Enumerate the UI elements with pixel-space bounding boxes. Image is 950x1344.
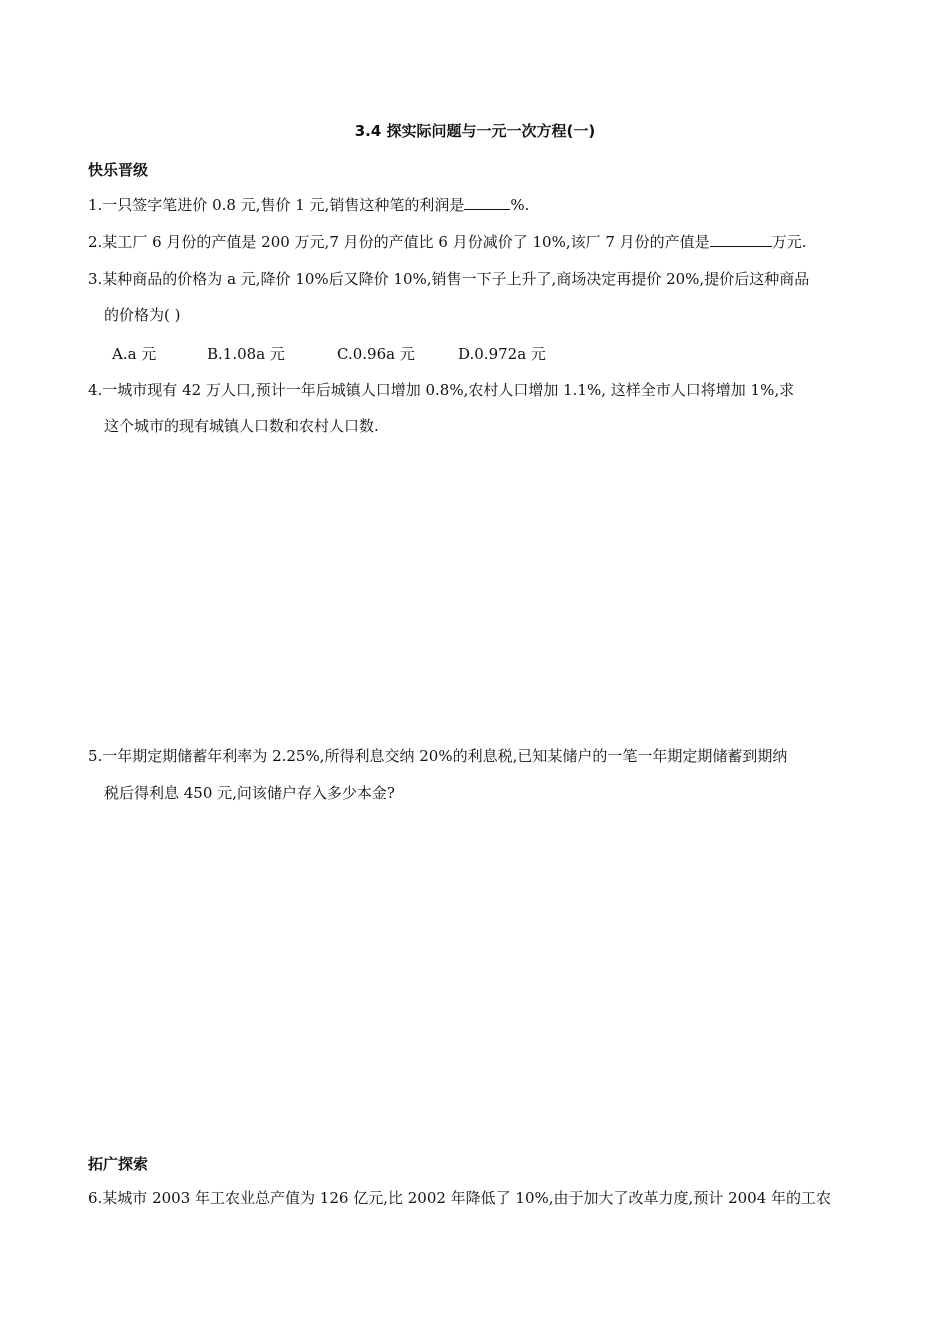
- option-c: C.0.96a 元: [337, 345, 415, 363]
- question-3-line-2: 的价格为( ): [104, 306, 181, 324]
- question-2: [88, 232, 806, 252]
- answer-blank: [710, 232, 772, 247]
- option-a: A.a 元: [112, 345, 157, 363]
- question-1-suffix: %.: [510, 196, 530, 214]
- question-5-line-2: 税后得利息 450 元,问该储户存入多少本金?: [104, 784, 395, 802]
- section-heading-extension: 拓广探索: [88, 1155, 149, 1173]
- option-d: D.0.972a 元: [458, 345, 546, 363]
- question-4-line-1: 4.一城市现有 42 万人口,预计一年后城镇人口增加 0.8%,农村人口增加 1.1%, 这样全市人口将增加 1%,求: [88, 381, 795, 399]
- option-b: B.1.08a 元: [207, 345, 285, 363]
- question-3-line-1: 3.某种商品的价格为 a 元,降价 10%后又降价 10%,销售一下子上升了,商场决定再提价 20%,提价后这种商品: [88, 270, 810, 288]
- question-1: [88, 195, 529, 215]
- question-1-text: 1.一只签字笔进价 0.8 元,售价 1 元,销售这种笔的利润是: [88, 196, 465, 214]
- question-5-line-1: 5.一年期定期储蓄年利率为 2.25%,所得利息交纳 20%的利息税,已知某储户的一笔一年期定期储蓄到期纳: [88, 747, 788, 765]
- question-4-line-2: 这个城市的现有城镇人口数和农村人口数.: [104, 417, 379, 435]
- question-2-text: 2.某工厂 6 月份的产值是 200 万元,7 月份的产值比 6 月份减价了 10%,该厂 7 月份的产值是: [88, 233, 710, 251]
- answer-blank: [464, 195, 510, 210]
- question-6-line-1: 6.某城市 2003 年工农业总产值为 126 亿元,比 2002 年降低了 10%,由于加大了改革力度,预计 2004 年的工农: [88, 1189, 832, 1207]
- question-2-suffix: 万元.: [771, 233, 807, 251]
- page-title: 3.4 探实际问题与一元一次方程(一): [354, 122, 596, 140]
- section-heading-happy-advance: 快乐晋级: [88, 161, 149, 179]
